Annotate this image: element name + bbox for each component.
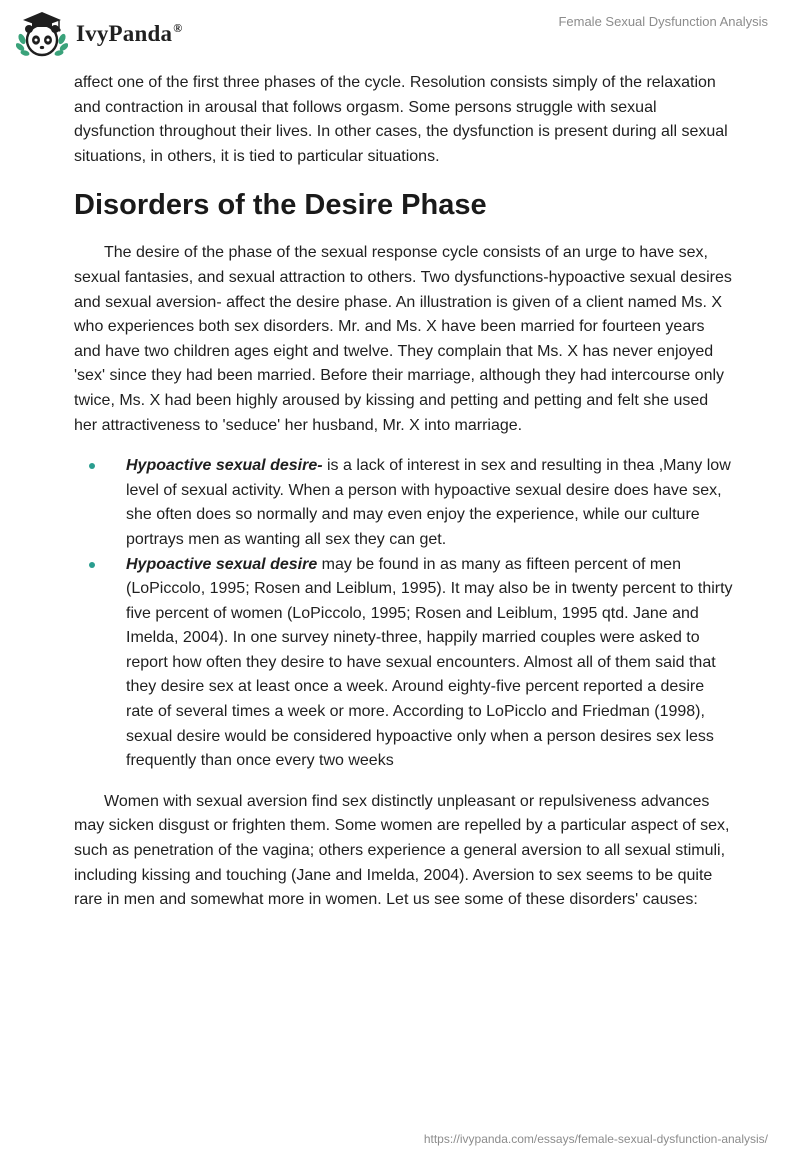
section-heading: Disorders of the Desire Phase bbox=[74, 189, 487, 222]
panda-graduate-icon bbox=[16, 9, 68, 59]
registered-mark: ® bbox=[173, 21, 183, 36]
list-item bbox=[74, 553, 734, 774]
essay-content bbox=[74, 71, 734, 913]
bullet-dot-icon bbox=[89, 463, 95, 469]
bullet-text: is a lack of interest in sex and resulting in thea ,Many low level of sexual activity. When a person with hypoactive sexual desire does have sex, she often does so normally and may even enjoy the experience, while our culture portrays men as wanting all sex they can get. bbox=[126, 457, 731, 548]
page-header bbox=[0, 0, 800, 70]
source-url-link[interactable]: https://ivypanda.com/essays/female-sexual-dysfunction-analysis/ bbox=[423, 1132, 768, 1146]
bullet-dot-icon bbox=[89, 562, 95, 568]
bullet-term: Hypoactive sexual desire- bbox=[126, 457, 323, 475]
aversion-paragraph: Women with sexual aversion find sex distinctly unpleasant or repulsiveness advances may sicken disgust or frighten them. Some women are repelled by a particular aspect of sex, such as penetration of the vagina; others experience a general aversion to all sexual stimuli, including kissing and touching (Jane and Imelda, 2004). Aversion to sex seems to be quite rare in men and somewhat more in women. Let us see some of these disorders' causes: bbox=[74, 792, 730, 909]
document-title: Female Sexual Dysfunction Analysis bbox=[558, 14, 768, 29]
bullet-text: may be found in as many as fifteen percent of men (LoPiccolo, 1995; Rosen and Leiblum, 1995). It may also be in twenty percent to thirty five percent of women (LoPiccolo, 1995; Rosen and Leiblum, 1995 qtd. Jane and Imelda, 2004). In one survey ninety-three, happily married couples were asked to report how often they desire to have sexual encounters. Almost all of them said that they desire sex at least once a week. Around eighty-five percent reported a desire rate of several times a week or more. According to LoPicclo and Friedman (1998), sexual desire would be considered hypoactive only when a person desires sex less frequently than once every two weeks bbox=[126, 555, 733, 770]
desire-paragraph: The desire of the phase of the sexual response cycle consists of an urge to have sex, sexual fantasies, and sexual attraction to others. Two dysfunctions-hypoactive sexual desires and sexual aversion- affect the desire phase. An illustration is given of a client named Ms. X who experiences both sex disorders. Mr. and Ms. X have been married for fourteen years and have two children ages eight and twelve. They complain that Ms. X has never enjoyed 'sex' since they had been married. Before their marriage, although they had intercourse only twice, Ms. X had been highly aroused by kissing and petting and petting and felt she used her attractiveness to 'seduce' her husband, Mr. X into marriage. bbox=[74, 244, 732, 434]
bullet-list bbox=[74, 454, 734, 774]
brand-name: IvyPanda® bbox=[76, 21, 183, 46]
ivypanda-logo[interactable] bbox=[16, 9, 182, 59]
list-item bbox=[74, 454, 734, 552]
bullet-term: Hypoactive sexual desire bbox=[126, 555, 318, 573]
intro-paragraph: affect one of the first three phases of the cycle. Resolution consists simply of the relaxation and contraction in arousal that follows orgasm. Some persons struggle with sexual dysfunction throughout their lives. In other cases, the dysfunction is present during all sexual situations, in others, it is tied to particular situations. bbox=[74, 74, 728, 165]
